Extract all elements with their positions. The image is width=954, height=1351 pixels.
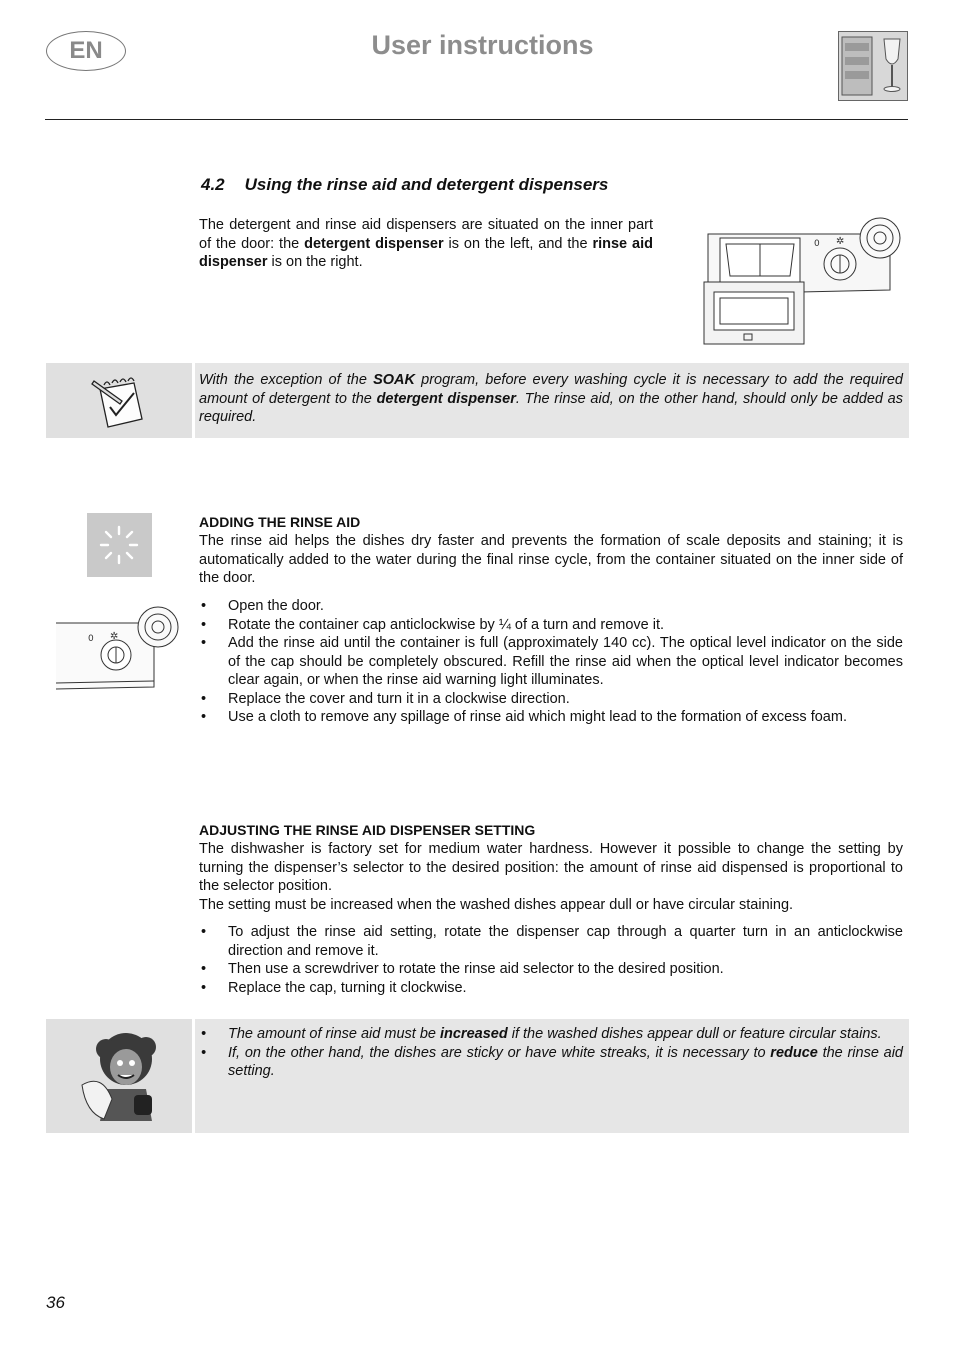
note1-text-3: . The rinse aid, on the other hand, should only be added as required. xyxy=(199,390,903,425)
adjusting-heading: ADJUSTING THE RINSE AID DISPENSER SETTING xyxy=(199,822,536,838)
note2-item2-text-1: If, on the other hand, the dishes are sticky or have white streaks, it is necessary to xyxy=(228,1044,771,1061)
list-item: • Rotate the container cap anticlockwise by ¼ of a turn and remove it. xyxy=(199,616,903,635)
intro-bold-rinse: rinse aid dispenser xyxy=(199,235,653,270)
list-item: • Replace the cap, turning it clockwise. xyxy=(199,979,903,998)
intro-paragraph xyxy=(199,216,653,272)
note2-item2-text-2: the rinse aid setting. xyxy=(228,1044,903,1079)
adding-steps-list xyxy=(199,597,903,727)
list-item: • Add the rinse aid until the container is full (approximately 140 cc). The optical level indicator on the side of the cap should be completely obscured. Refill the rinse aid when the optical level indicator becomes clear again, or when the rinse aid warning light illuminates. xyxy=(199,634,903,690)
dishwasher-glass-icon xyxy=(838,31,908,101)
adjusting-body-1: The dishwasher is factory set for medium water hardness. However it possible to change the setting by turning the dispenser’s selector to the desired position: the amount of rinse aid dispensed is proportional to the selector position. xyxy=(199,841,903,894)
adding-rinse-aid-heading: ADDING THE RINSE AID xyxy=(199,514,361,530)
intro-bold-detergent: detergent dispenser xyxy=(304,235,444,252)
list-item: • Replace the cover and turn it in a clockwise direction. xyxy=(199,690,903,709)
adding-rinse-aid-body: The rinse aid helps the dishes dry faster and prevents the formation of scale deposits and staining; it is automatically added to the water during the final rinse cycle, from the container situated on the inner side of the door. xyxy=(199,533,903,586)
section-title xyxy=(201,175,608,195)
intro-text-2: is on the left, and the xyxy=(443,235,593,252)
cartoon-woman-icon xyxy=(76,1029,166,1125)
note1-bold-detergent: detergent dispenser xyxy=(376,390,516,407)
section-number: 4.2 xyxy=(201,175,225,194)
list-item: • Then use a screwdriver to rotate the rinse aid selector to the desired position. xyxy=(199,960,903,979)
note1-bold-soak: SOAK xyxy=(373,372,415,388)
note1-text-2: program, before every washing cycle it is necessary to add the required amount of detergent to the xyxy=(199,372,903,407)
svg-text:0: 0 xyxy=(814,239,820,249)
note-icon-cell xyxy=(46,363,192,438)
note-rinse-setting-list xyxy=(199,1025,903,1081)
list-item: • Open the door. xyxy=(199,597,903,616)
page-number: 36 xyxy=(46,1293,65,1312)
adjusting-body-2: The setting must be increased when the washed dishes appear dull or have circular staining. xyxy=(199,897,794,913)
note-rinse-setting xyxy=(46,1019,909,1133)
intro-text-1: The detergent and rinse aid dispensers are situated on the inner part of the door: the xyxy=(199,217,653,252)
note2-item1-text-1: The amount of rinse aid must be xyxy=(228,1026,440,1042)
note2-bold-increased: increased xyxy=(439,1026,508,1042)
list-item xyxy=(199,1044,903,1081)
svg-text:✲: ✲ xyxy=(836,236,845,247)
notepad-pencil-icon xyxy=(90,371,150,431)
note-detergent-text xyxy=(199,371,903,427)
language-code: EN xyxy=(69,37,103,64)
note1-text-1: With the exception of the xyxy=(199,372,374,388)
rinse-aid-dispenser-illustration xyxy=(54,603,184,699)
language-badge xyxy=(46,31,126,71)
rinse-aid-sun-icon xyxy=(87,513,152,577)
header-divider xyxy=(45,119,908,120)
page-title: User instructions xyxy=(371,30,594,60)
note2-item1-text-2: if the washed dishes appear dull or feature circular stains. xyxy=(507,1026,882,1042)
note-divider xyxy=(192,1019,195,1133)
svg-text:0: 0 xyxy=(88,634,94,644)
adjusting-steps-list xyxy=(199,923,903,997)
note-icon-cell xyxy=(46,1019,192,1133)
dispenser-illustration xyxy=(690,212,912,348)
list-item: • Use a cloth to remove any spillage of rinse aid which might lead to the formation of excess foam. xyxy=(199,708,903,727)
svg-text:✲: ✲ xyxy=(110,631,119,642)
list-item: • To adjust the rinse aid setting, rotate the dispenser cap through a quarter turn in an anticlockwise direction and remove it. xyxy=(199,923,903,960)
intro-text-3: is on the right. xyxy=(267,254,363,270)
note2-bold-reduce: reduce xyxy=(770,1044,818,1061)
note-detergent xyxy=(46,363,909,438)
list-item xyxy=(199,1025,903,1044)
section-title-text: Using the rinse aid and detergent dispensers xyxy=(244,175,609,194)
note-divider xyxy=(192,363,195,438)
